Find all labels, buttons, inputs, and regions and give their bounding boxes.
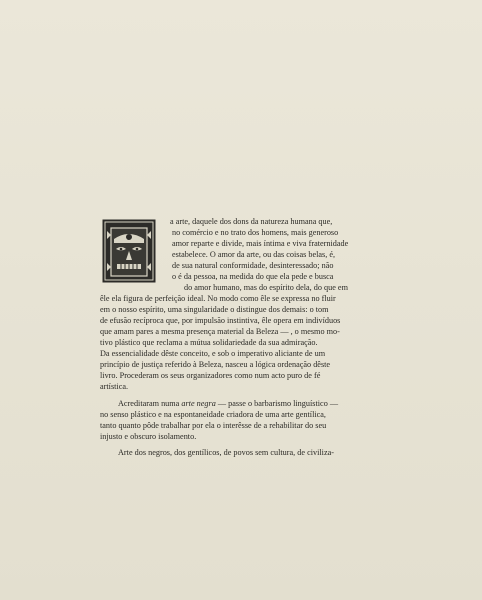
- text-line: artística.: [100, 382, 129, 391]
- italic-term: arte negra: [181, 399, 216, 408]
- text-line: do amor humano, mas do espírito dela, do que em: [184, 283, 348, 292]
- text-line: amor reparte e divide, mais íntima e viva fraternidade: [172, 239, 349, 248]
- text-line: Da essencialidade dêste conceito, e sob o imperativo aliciante de um: [100, 349, 326, 358]
- text-line: estabelece. O amor da arte, ou das coisas belas, é,: [172, 250, 336, 259]
- text-line: no senso plástico e na espontaneidade criadora de uma arte gentílica,: [100, 410, 326, 419]
- text-line: tivo plástico que reclama a mútua solidariedade da sua admiração.: [100, 338, 318, 347]
- text-run: — passe o barbarismo linguístico —: [215, 399, 339, 408]
- text-line: injusto e obscuro isolamento.: [100, 432, 197, 441]
- text-line: tanto quanto pôde trabalhar por ela o interêsse de a rehabilitar do seu: [100, 421, 327, 430]
- text-line: Arte dos negros, dos gentílicos, de povos sem cultura, de civiliza-: [118, 448, 334, 457]
- text-line: a arte, daquele dos dons da natureza humana que,: [170, 217, 333, 226]
- text-line: êle ela figura de perfeição ideal. No modo como êle se expressa no fluir: [100, 294, 336, 303]
- ornamental-mask-initial-icon: [102, 219, 156, 283]
- text-line: em o nosso espírito, uma singularidade o distingue dos demais: o tom: [100, 305, 329, 314]
- text-line: livro. Procederam os seus organizadores como num acto puro de fé: [100, 371, 321, 380]
- text-line: no comércio e no trato dos homens, mais generoso: [172, 228, 339, 237]
- text-run: Acreditaram numa: [118, 399, 182, 408]
- text-line: princípio de justiça referido à Beleza, nasceu a lógica ordenação dêste: [100, 360, 331, 369]
- text-line: o é da pessoa, na medida do que ela pede e busca: [172, 272, 334, 281]
- text-line: de efusão recíproca que, por impulsão instintiva, êle opera em indivíduos: [100, 316, 341, 325]
- text-line: de sua natural conformidade, desinteressado; não: [172, 261, 334, 270]
- text-line: [118, 398, 338, 409]
- text-line: que amam pares a mesma presença material da Beleza — , o mesmo mo-: [100, 327, 340, 336]
